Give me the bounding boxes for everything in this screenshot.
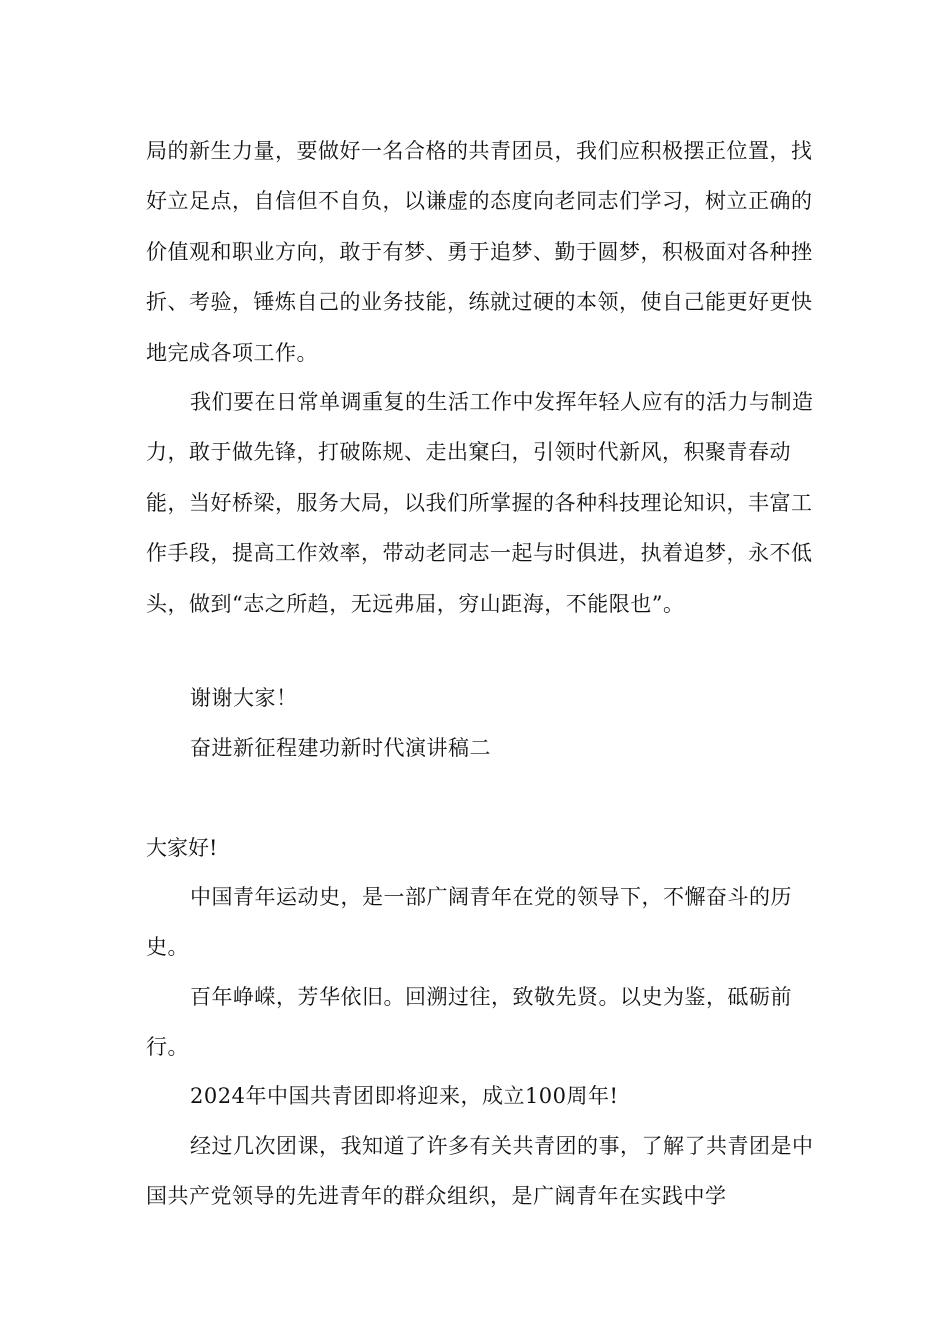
paragraph-anniversary: 2024年中国共青团即将迎来，成立100周年! (190, 1084, 619, 1108)
paragraph-youth-history: 中国青年运动史，是一部广阔青年在党的领导下，不懈奋斗的历史。 (146, 885, 792, 960)
closing-thanks: 谢谢大家！ (190, 686, 298, 710)
paragraph-continued: 局的新生力量，要做好一名合格的共青团员，我们应积极摆正位置，找好立足点，自信但不自负，以谦虚的态度向老同志们学习，树立正确的价值观和职业方向，敢于有梦、勇于追梦、勤于圆梦，积极面对各种挫折、考验，锤炼自己的业务技能，练就过硬的本领，使自己能更好更快地完成各项工作。 (146, 139, 813, 365)
greeting: 大家好! (146, 836, 218, 860)
paragraph-centennial-reflection: 百年峥嵘，芳华依旧。回溯过往，致敬先贤。以史为鉴，砥砺前行。 (146, 985, 792, 1060)
speech-title: 奋进新征程建功新时代演讲稿二 (190, 736, 491, 760)
paragraph-youth-vitality: 我们要在日常单调重复的生活工作中发挥年轻人应有的活力与制造力，敢于做先锋，打破陈规、走出窠臼，引领时代新风，积聚青春动能，当好桥梁，服务大局，以我们所掌握的各种科技理论知识，丰富工作手段，提高工作效率，带动老同志一起与时俱进，执着追梦，永不低头，做到“志之所趋，无远弗届，穷山距海，不能限也”。 (146, 390, 814, 616)
paragraph-league-lessons: 经过几次团课，我知道了许多有关共青团的事，了解了共青团是中国共产党领导的先进青年的群众组织，是广阔青年在实践中学 (146, 1134, 814, 1209)
